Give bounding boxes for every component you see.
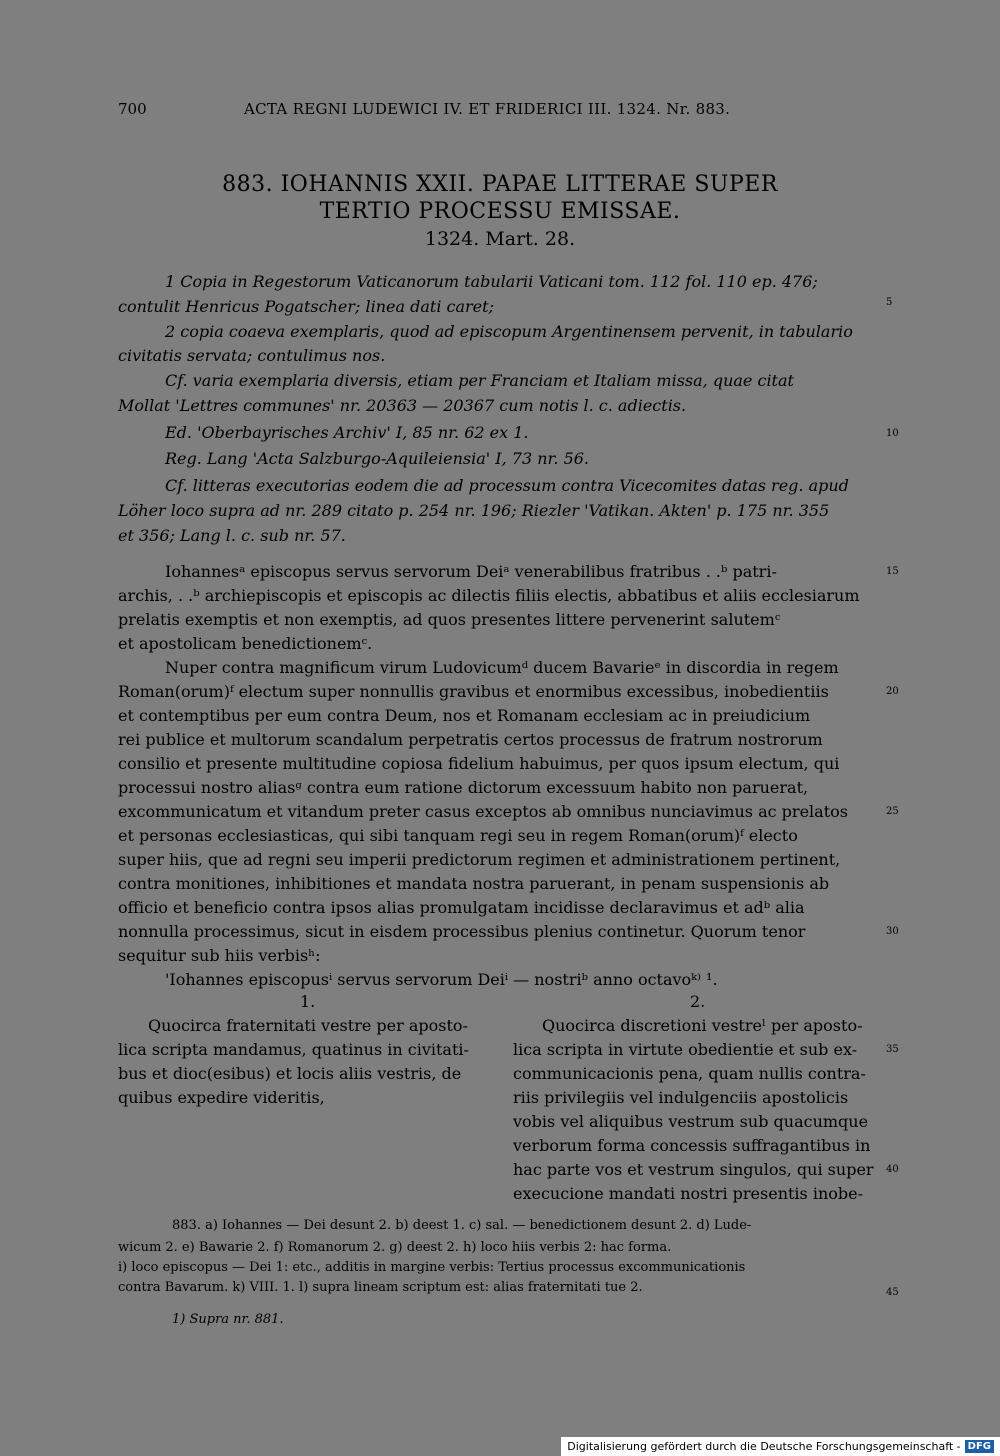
apparatus-line: Löher loco supra ad nr. 289 citato p. 254 nr. 196; Riezler 'Vatikan. Akten' p. 175 nr. 355 — [118, 501, 830, 520]
apparatus-line: Cf. litteras executorias eodem die ad processum contra Vicecomites datas reg. apud — [165, 476, 849, 495]
line-number: 25 — [886, 806, 899, 817]
body-line: super hiis, que ad regni seu imperii predictorum regimen et administrationem pertinent, — [118, 850, 841, 869]
apparatus-line: 2 copia coaeva exemplaris, quod ad episcopum Argentinensem pervenit, in tabulario — [165, 322, 853, 341]
dfg-logo: DFG — [965, 1440, 994, 1453]
body-line: contra monitiones, inhibitiones et mandata nostra paruerant, in penam suspensionis ab — [118, 874, 830, 893]
column2-number: 2. — [690, 992, 706, 1011]
apparatus-line: Reg. Lang 'Acta Salzburgo-Aquileiensia' I, 73 nr. 56. — [165, 449, 590, 468]
page-number: 700 — [118, 100, 147, 118]
body-line: prelatis exemptis et non exemptis, ad quos presentes littere pervenerint salutemᶜ — [118, 610, 781, 629]
line-number: 20 — [886, 686, 899, 697]
footnote-line: wicum 2. e) Bawarie 2. f) Romanorum 2. g) deest 2. h) loco hiis verbis 2: hac forma. — [118, 1240, 672, 1255]
column1-line: bus et dioc(esibus) et locis aliis vestris, de — [118, 1064, 462, 1083]
body-line: et apostolicam benedictionemᶜ. — [118, 634, 373, 653]
body-line: 'Iohannes episcopusⁱ servus servorum Deiⁱ — nostriᵇ anno octavoᵏ⁾ ¹. — [165, 970, 718, 989]
column2-line: vobis vel aliquibus vestrum sub quacumque — [513, 1112, 869, 1131]
body-line: processui nostro aliasᵍ contra eum ratione dictorum excessuum habito non paruerat, — [118, 778, 809, 797]
column2-line: verborum forma concessis suffragantibus in — [513, 1136, 871, 1155]
column1-number: 1. — [300, 992, 316, 1011]
line-number: 15 — [886, 566, 899, 577]
footnote-line: i) loco episcopus — Dei 1: etc., additis in margine verbis: Tertius processus excommunicationis — [118, 1260, 746, 1275]
line-number: 35 — [886, 1044, 899, 1055]
apparatus-line: et 356; Lang l. c. sub nr. 57. — [118, 526, 346, 545]
line-number: 5 — [886, 297, 893, 308]
column1-line: Quocirca fraternitati vestre per aposto- — [148, 1016, 468, 1035]
running-title: ACTA REGNI LUDEWICI IV. ET FRIDERICI III. 1324. Nr. 883. — [244, 100, 731, 118]
body-line: Roman(orum)ᶠ electum super nonnullis gravibus et enormibus excessibus, inobedientiis — [118, 682, 829, 701]
body-line: officio et beneficio contra ipsos alias promulgatam incidisse declaravimus et adᵇ alia — [118, 898, 805, 917]
footnote-line: contra Bavarum. k) VIII. 1. l) supra lineam scriptum est: alias fraternitati tue 2. — [118, 1280, 643, 1295]
column2-line: riis privilegiis vel indulgenciis apostolicis — [513, 1088, 849, 1107]
body-line: et contemptibus per eum contra Deum, nos et Romanam ecclesiam ac in preiudicium — [118, 706, 811, 725]
apparatus-line: Mollat 'Lettres communes' nr. 20363 — 20367 cum notis l. c. adiectis. — [118, 396, 687, 415]
apparatus-line: Cf. varia exemplaria diversis, etiam per Franciam et Italiam missa, quae citat — [165, 371, 794, 390]
line-number: 30 — [886, 926, 899, 937]
column1-line: quibus expedire videritis, — [118, 1088, 325, 1107]
body-line: archis, . .ᵇ archiepiscopis et episcopis ac dilectis filiis electis, abbatibus et aliis ecclesiarum — [118, 586, 860, 605]
body-line: Nuper contra magnificum virum Ludovicumᵈ ducem Bavarieᵉ in discordia in regem — [165, 658, 839, 677]
footer-text: Digitalisierung gefördert durch die Deutsche Forschungsgemeinschaft - — [567, 1440, 961, 1453]
column2-line: lica scripta in virtute obedientie et sub ex- — [513, 1040, 858, 1059]
column2-line: execucione mandati nostri presentis inobe- — [513, 1184, 864, 1203]
column2-line: hac parte vos et vestrum singulos, qui super — [513, 1160, 874, 1179]
apparatus-line: civitatis servata; contulimus nos. — [118, 346, 386, 365]
body-line: nonnulla processimus, sicut in eisdem processibus plenius continetur. Quorum tenor — [118, 922, 806, 941]
line-number: 10 — [886, 428, 899, 439]
column2-line: Quocirca discretioni vestreˡ per aposto- — [542, 1016, 863, 1035]
column1-line: lica scripta mandamus, quatinus in civitati- — [118, 1040, 469, 1059]
body-line: et personas ecclesiasticas, qui sibi tanquam regi seu in regem Roman(orum)ᶠ electo — [118, 826, 798, 845]
document-date: 1324. Mart. 28. — [424, 228, 576, 250]
document-title-line2: TERTIO PROCESSU EMISSAE. — [319, 199, 681, 224]
apparatus-line: 1 Copia in Regestorum Vaticanorum tabularii Vaticani tom. 112 fol. 110 ep. 476; — [165, 272, 818, 291]
body-line: sequitur sub hiis verbisʰ: — [118, 946, 321, 965]
source-note: 1) Supra nr. 881. — [172, 1312, 284, 1327]
body-line: Iohannesᵃ episcopus servus servorum Deiᵃ venerabilibus fratribus . .ᵇ patri- — [165, 562, 777, 581]
document-title-line1: 883. IOHANNIS XXII. PAPAE LITTERAE SUPER — [222, 172, 778, 197]
footnote-line: 883. a) Iohannes — Dei desunt 2. b) deest 1. c) sal. — benedictionem desunt 2. d) Lude- — [172, 1218, 752, 1233]
line-number: 40 — [886, 1164, 899, 1175]
dfg-footer — [561, 1437, 1000, 1456]
body-line: excommunicatum et vitandum preter casus exceptos ab omnibus nunciavimus ac prelatos — [118, 802, 848, 821]
body-line: consilio et presente multitudine copiosa fidelium habuimus, per quos ipsum electum, qui — [118, 754, 840, 773]
apparatus-line: Ed. 'Oberbayrisches Archiv' I, 85 nr. 62 ex 1. — [165, 423, 529, 442]
column2-line: communicacionis pena, quam nullis contra- — [513, 1064, 866, 1083]
body-line: rei publice et multorum scandalum perpetratis certos processus de fratrum nostrorum — [118, 730, 823, 749]
line-number: 45 — [886, 1287, 899, 1298]
apparatus-line: contulit Henricus Pogatscher; linea dati caret; — [118, 297, 494, 316]
